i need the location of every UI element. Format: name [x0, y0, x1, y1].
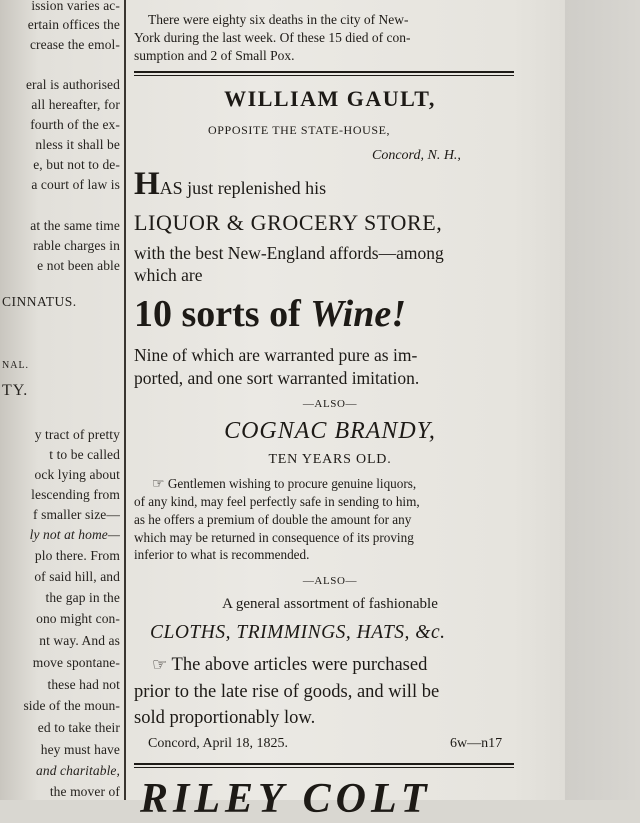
- notice-line: There were eighty six deaths in the city of New-: [148, 12, 409, 27]
- above-line: sold proportionably low.: [134, 708, 316, 728]
- above-line: prior to the late rise of goods, and will be: [134, 682, 440, 702]
- main-column: [130, 0, 540, 822]
- general-line: A general assortment of fashionable: [222, 596, 438, 612]
- body-line: Nine of which are warranted pure as im-: [134, 345, 418, 365]
- next-ad-heading: RILEY COLT: [140, 776, 432, 822]
- section-rule: [134, 71, 514, 73]
- wine-headline: [134, 292, 406, 336]
- wine-headline-emphasis: Wine!: [310, 293, 406, 335]
- store-name: LIQUOR & GROCERY STORE,: [134, 210, 443, 235]
- left-line: lescending from: [31, 487, 120, 502]
- body-line: with the best New-England affords—among: [134, 243, 444, 263]
- gentlemen-line: which may be returned in consequence of its proving: [134, 530, 414, 545]
- section-rule: [134, 763, 514, 765]
- above-text: The above articles were purchased: [171, 655, 428, 675]
- pointing-hand-icon: ☞: [152, 476, 165, 492]
- left-line: t to be called: [49, 447, 120, 462]
- left-line: ock lying about: [34, 467, 120, 482]
- left-line: nt way. And as: [39, 633, 120, 648]
- background-margin: [565, 0, 640, 800]
- left-line: eral is authorised: [25, 77, 120, 92]
- gentlemen-line: [152, 476, 416, 492]
- left-line: the gap in the: [45, 590, 120, 605]
- gentlemen-line: as he offers a premium of double the amount for any: [134, 512, 412, 527]
- left-line: the mover of: [49, 784, 120, 799]
- left-line: these had not: [47, 677, 120, 692]
- left-line: and charitable,: [36, 763, 120, 778]
- left-line: hey must have: [40, 742, 120, 757]
- left-line: NAL.: [2, 360, 30, 371]
- pointing-hand-icon: ☞: [152, 655, 168, 675]
- column-rule: [124, 0, 126, 800]
- advertiser-location: OPPOSITE THE STATE-HOUSE,: [208, 123, 391, 137]
- left-line: e not been able: [37, 258, 120, 273]
- left-line: nless it shall be: [35, 137, 120, 152]
- left-line: a court of law is: [31, 177, 120, 192]
- ad-code: 6w—n17: [450, 736, 503, 751]
- gentlemen-text: Gentlemen wishing to procure genuine liquors,: [167, 476, 417, 491]
- left-line: TY.: [2, 382, 29, 399]
- above-line: [152, 655, 427, 676]
- left-line: fourth of the ex-: [30, 117, 120, 132]
- notice-line: sumption and 2 of Small Pox.: [134, 48, 295, 63]
- cognac-heading: COGNAC BRANDY,: [224, 418, 436, 444]
- dateline: Concord, April 18, 1825.: [148, 736, 288, 751]
- left-line: ono might con-: [36, 611, 120, 626]
- left-column: [0, 0, 122, 800]
- left-line: side of the moun-: [23, 698, 120, 713]
- left-line: ed to take their: [37, 720, 120, 735]
- left-line: crease the emol-: [29, 37, 120, 52]
- left-line: rable charges in: [33, 238, 120, 253]
- left-line: all hereafter, for: [31, 97, 120, 112]
- left-line: f smaller size—: [33, 507, 120, 522]
- drop-cap: H: [134, 166, 160, 202]
- left-line: ertain offices the: [27, 17, 120, 32]
- body-line: ported, and one sort warranted imitation.: [134, 368, 420, 388]
- left-line: plo there. From: [34, 548, 120, 563]
- left-line: of said hill, and: [34, 569, 120, 584]
- ten-years-line: TEN YEARS OLD.: [268, 452, 392, 467]
- intro-text: AS just replenished his: [159, 178, 327, 198]
- notice-line: York during the last week. Of these 15 died of con-: [134, 30, 411, 45]
- left-line: e, but not to de-: [33, 157, 120, 172]
- section-rule: [134, 75, 514, 76]
- section-rule: [134, 767, 514, 768]
- intro-line: [134, 168, 326, 201]
- left-line: at the same time: [30, 218, 120, 233]
- advertiser-name: WILLIAM GAULT,: [224, 86, 436, 111]
- left-line: ission varies ac-: [31, 0, 120, 13]
- left-line: ly not at home—: [29, 527, 120, 542]
- left-signature: CINNATUS.: [2, 294, 77, 309]
- left-line: move spontane-: [32, 655, 120, 670]
- left-line: y tract of pretty: [34, 427, 120, 442]
- body-line: which are: [134, 265, 203, 285]
- advertiser-town: Concord, N. H.,: [372, 148, 461, 163]
- also-separator: —ALSO—: [302, 575, 358, 587]
- also-separator: —ALSO—: [302, 398, 358, 410]
- wine-headline-text: 10 sorts of: [134, 293, 311, 335]
- cloths-heading: CLOTHS, TRIMMINGS, HATS, &c.: [150, 622, 446, 643]
- gentlemen-line: of any kind, may feel perfectly safe in sending to him,: [134, 494, 420, 509]
- gentlemen-line: inferior to what is recommended.: [134, 547, 310, 562]
